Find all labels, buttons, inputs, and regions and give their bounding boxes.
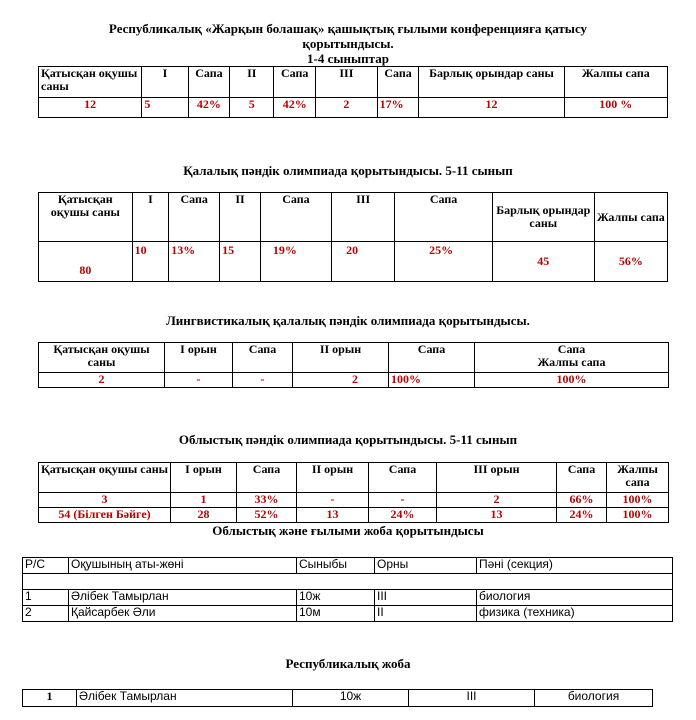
cell-value: 33% [237,493,297,508]
cell-value: 1 [171,493,237,508]
cell-value: 12 [419,98,564,118]
cell-value: 19% [260,242,331,282]
header-third: III [316,67,378,98]
cell-value: 100% [607,508,669,523]
header-quality: Сапа [237,463,297,493]
section1-title-line2: қорытындысы. [302,36,394,51]
cell-value: 28 [171,508,237,523]
section1-title-line1: Республикалық «Жарқын болашақ» қашықтық ғылыми конференцияға қатысу [108,21,588,36]
table-header-row [39,463,669,493]
cell-value: - [233,373,293,388]
header-grade: Сыныбы [297,558,375,574]
cell-value: 52% [237,508,297,523]
header-quality-total [475,343,669,373]
header-quality: Сапа [389,343,475,373]
section2-title: Қалалық пәндік олимпиада қорытындысы. 5-11 сынып [183,163,513,178]
table-row [39,242,668,282]
header-participants: Қатысқан оқушы саны [39,193,133,242]
cell-value: - [369,493,437,508]
table-republican-project [22,689,653,707]
header-quality: Сапа [188,67,230,98]
table-header-row [39,193,668,242]
cell-value: 15 [220,242,261,282]
header-third-place: III орын [437,463,557,493]
cell-value: 17% [377,98,419,118]
cell-value: 25% [395,242,493,282]
cell-value: 10ж [297,590,375,606]
table-row [39,373,669,388]
cell-value: 42% [274,98,316,118]
header-quality: Сапа [395,193,493,242]
header-participants: Қатысқан оқушы саны [39,463,171,493]
section3-title: Лингвистикалық қалалық пәндік олимпиада қорытындысы. [166,313,530,328]
header-student-name: Оқушының аты-жөні [69,558,297,574]
cell-value: 2 [293,373,389,388]
cell-value: 3 [39,493,171,508]
cell-value: 24% [557,508,607,523]
section6-title: Республикалық жоба [285,656,411,671]
section4-title: Облыстық пәндік олимпиада қорытындысы. 5-11 сынып [178,432,518,447]
header-quality: Сапа [377,67,419,98]
table-regional-olympiad [38,462,669,523]
header-first-place: I орын [165,343,233,373]
cell-value: 1 [23,690,77,707]
section5-title: Облыстық және ғылыми жоба қорытындысы [212,523,484,538]
cell-value: 42% [188,98,230,118]
header-place: Орны [375,558,477,574]
header-quality: Сапа [369,463,437,493]
cell-value: 5 [230,98,274,118]
cell-value: - [165,373,233,388]
cell-value: Қайсарбек Әли [69,606,297,622]
cell-value: биология [535,690,653,707]
cell-value: 2 [39,373,165,388]
table-header-row [39,67,668,98]
header-row-number: Р/С [23,558,69,574]
header-second: II [230,67,274,98]
cell-value: 24% [369,508,437,523]
cell-value: 20 [332,242,395,282]
table-row [39,493,669,508]
header-first: I [142,67,188,98]
header-first-place: I орын [171,463,237,493]
cell-value: физика (техника) [477,606,673,622]
cell-value: 2 [437,493,557,508]
header-first: I [132,193,169,242]
header-total-quality: Жалпы сапа [594,193,667,242]
header-all-places: Барлық орындар саны [492,193,594,242]
table-spacer-row [23,574,673,590]
table-header-row [39,343,669,373]
cell-value: 100% [389,373,475,388]
header-quality: Сапа [233,343,293,373]
cell-value: 10 [132,242,169,282]
header-total-quality: Жалпы сапа [607,463,669,493]
section1-subtitle: 1-4 сыныптар [307,51,389,66]
table-row [23,606,673,622]
table-row [39,508,669,523]
table-row [39,98,668,118]
cell-value: 12 [39,98,142,118]
cell-value: 13 [297,508,369,523]
cell-value: 100% [475,373,669,388]
table-row [23,690,653,707]
header-quality: Сапа [169,193,220,242]
table-conference-results [38,66,668,118]
cell-value: 45 [492,242,594,282]
cell-value: 2 [316,98,378,118]
cell-value: II [375,606,477,622]
empty-cell [23,574,673,590]
cell-value: 54 (Білген Бәйге) [39,508,171,523]
table-header-row [23,558,673,574]
cell-value: биология [477,590,673,606]
table-regional-projects [22,557,673,622]
table-city-olympiad [38,192,668,282]
cell-value: 13 [437,508,557,523]
table-linguistic-olympiad [38,342,669,388]
header-all-places: Барлық орындар саны [419,67,564,98]
cell-value: 10ж [293,690,409,707]
table-row [23,590,673,606]
header-total-quality: Жалпы сапа [564,67,667,98]
cell-value: 56% [594,242,667,282]
header-second: II [220,193,261,242]
cell-value: 13% [169,242,220,282]
header-third: III [332,193,395,242]
cell-value: III [409,690,535,707]
header-quality: Сапа [260,193,331,242]
header-second-place: II орын [297,463,369,493]
header-quality: Сапа [557,342,586,356]
cell-value: 10м [297,606,375,622]
cell-value: 5 [142,98,188,118]
header-second-place: II орын [293,343,389,373]
cell-value: Әлібек Тамырлан [77,690,293,707]
header-quality: Сапа [557,463,607,493]
cell-value: 100 % [564,98,667,118]
header-subject: Пәні (секция) [477,558,673,574]
cell-value: 100% [607,493,669,508]
cell-value: 66% [557,493,607,508]
cell-value: 2 [23,606,69,622]
cell-value: III [375,590,477,606]
header-participants: Қатысқан оқушы саны [39,67,142,98]
cell-value: 1 [23,590,69,606]
header-participants: Қатысқан оқушы саны [39,343,165,373]
cell-value: 80 [39,242,133,282]
header-total-quality: Жалпы сапа [537,355,606,369]
cell-value: - [297,493,369,508]
cell-value: Әлібек Тамырлан [69,590,297,606]
header-quality: Сапа [274,67,316,98]
